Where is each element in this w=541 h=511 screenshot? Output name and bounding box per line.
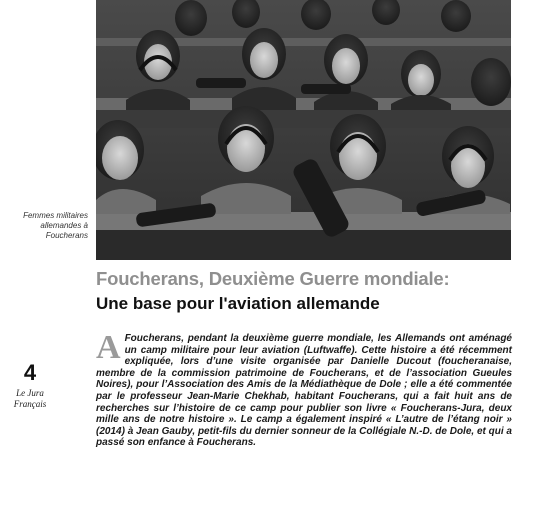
article-body [96, 329, 512, 449]
caption-line: Femmes militaires [23, 211, 88, 220]
publication-name [6, 388, 54, 410]
caption-line: allemandes à [40, 221, 88, 230]
photo-caption [6, 211, 88, 241]
drop-cap: A [96, 329, 121, 366]
article-photo [96, 0, 511, 260]
caption-line: Foucherans [45, 231, 88, 240]
publication-line: Français [13, 399, 47, 409]
page-number: 4 [23, 360, 37, 385]
publication-line: Le Jura [16, 388, 44, 398]
article-heading: Foucherans, Deuxième Guerre mondiale: [96, 268, 450, 289]
article-subheading: Une base pour l'aviation allemande [96, 294, 380, 313]
article-body-text: Foucherans, pendant la deuxième guerre mondiale, les Allemands ont aménagé un camp militaire pour leur aviation (Luftwaffe). Cette histoire a été récemment expliquée, lors d’une visite organisée par Danielle Ducout (foucheranaise, membre de la commission patrimoine de Foucherans, et de l’association Gueules Noires), pour l’Association des Amis de la Médiathèque de Dole ; elle a été commentée par le professeur Jean-Marie Chekhab, habitant Foucherans, qui a fait huit ans de recherches sur l’histoire de ce camp pour publier son livre « Foucherans-Jura, deux mille ans de notre histoire ». Le camp a également inspiré « L’autre de l’étang noir » (2014) à Jean Gauby, petit-fils du dernier sonneur de la Collégiale N.-D. de Dole, et qui a passé son enfance à Foucherans. [96, 333, 512, 449]
